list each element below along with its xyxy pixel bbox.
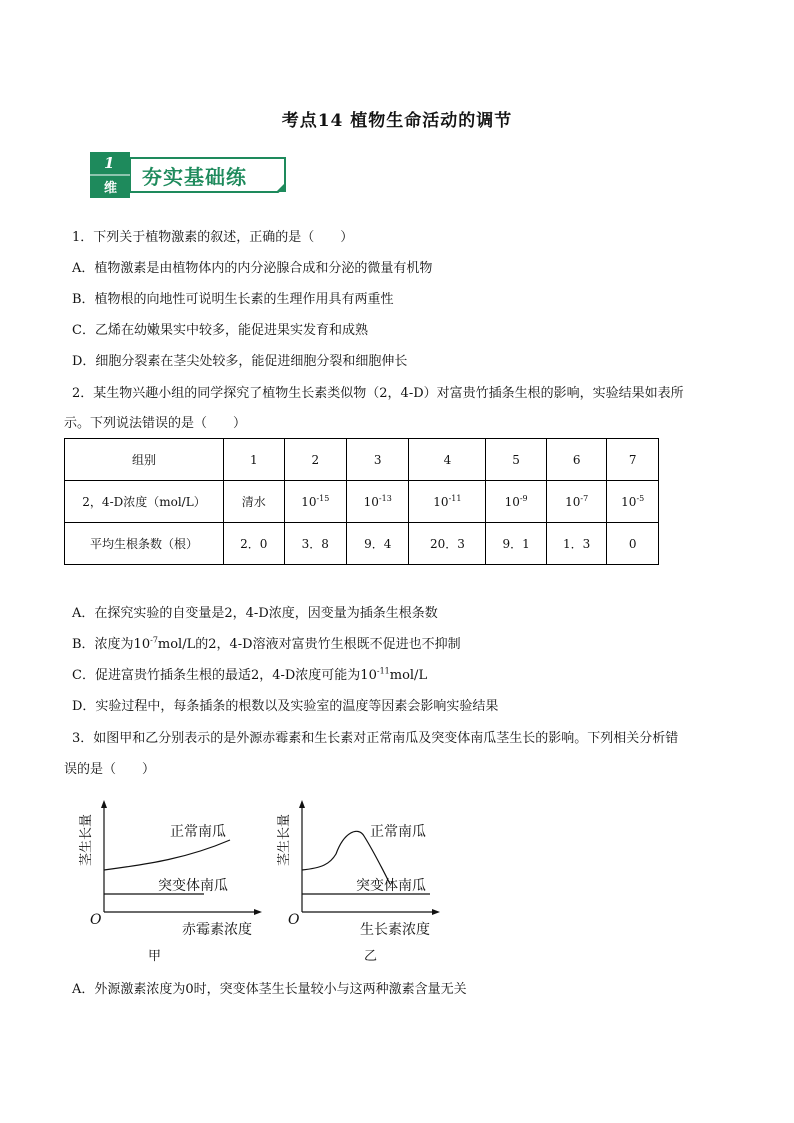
q2-stem-line1: 2．某生物兴趣小组的同学探究了植物生长素类似物（2，4-D）对富贵竹插条生根的影响，实验结果如表所 bbox=[72, 386, 684, 401]
curve-mutant-label: 突变体南瓜 bbox=[356, 878, 426, 894]
curve-mutant-label: 突变体南瓜 bbox=[158, 878, 228, 894]
x-label: 生长素浓度 bbox=[360, 922, 430, 938]
conc-cell: $10^{-11}$ bbox=[409, 481, 486, 523]
row-header-concentration: 2，4-D浓度（mol/L） bbox=[65, 481, 224, 523]
results-table bbox=[64, 438, 659, 565]
table-row bbox=[65, 481, 659, 523]
roots-cell: 20．3 bbox=[409, 523, 486, 565]
conc-cell: $10^{-9}$ bbox=[486, 481, 547, 523]
q3-stem-line1: 3．如图甲和乙分别表示的是外源赤霉素和生长素对正常南瓜及突变体南瓜茎生长的影响。下列相关分析错 bbox=[72, 731, 679, 746]
origin-label: O bbox=[90, 912, 102, 928]
banner-dim-label: 维 bbox=[104, 181, 118, 196]
q1-stem: 1．下列关于植物激素的叙述，正确的是（ ） bbox=[72, 230, 354, 245]
y-label: 茎生长量 bbox=[79, 813, 94, 867]
curve-normal bbox=[104, 840, 230, 870]
row-header-roots: 平均生根条数（根） bbox=[65, 523, 224, 565]
q3-stem-line2: 误的是（ ） bbox=[64, 762, 156, 777]
table-row bbox=[65, 523, 659, 565]
roots-cell: 9．4 bbox=[347, 523, 409, 565]
q2-option-c: C．促进富贵竹插条生根的最适2，4-D浓度可能为$10^{-11}mol/L$ bbox=[72, 666, 428, 683]
x-axis-arrow bbox=[432, 909, 440, 915]
row-header-group: 组别 bbox=[65, 439, 224, 481]
group-cell: 7 bbox=[607, 439, 659, 481]
group-cell: 4 bbox=[409, 439, 486, 481]
roots-cell: 1．3 bbox=[546, 523, 607, 565]
graph-auxin bbox=[270, 798, 470, 966]
x-axis-arrow bbox=[254, 909, 262, 915]
q1-option-c: C．乙烯在幼嫩果实中较多，能促进果实发育和成熟 bbox=[72, 323, 368, 338]
roots-cell: 0 bbox=[607, 523, 659, 565]
curve-normal-label: 正常南瓜 bbox=[170, 824, 226, 840]
conc-cell: $10^{-5}$ bbox=[607, 481, 659, 523]
page-title: 考点14 植物生命活动的调节 bbox=[281, 111, 513, 131]
table-row bbox=[65, 439, 659, 481]
origin-label: O bbox=[288, 912, 300, 928]
caption: 乙 bbox=[364, 949, 378, 964]
roots-cell: 3．8 bbox=[284, 523, 346, 565]
q2-option-d: D．实验过程中，每条插条的根数以及实验室的温度等因素会影响实验结果 bbox=[72, 699, 499, 714]
q1-option-d: D．细胞分裂素在茎尖处较多，能促进细胞分裂和细胞伸长 bbox=[72, 354, 408, 369]
q1-option-b: B．植物根的向地性可说明生长素的生理作用具有两重性 bbox=[72, 292, 394, 307]
conc-cell: $10^{-7}$ bbox=[546, 481, 607, 523]
q2-option-b: B．浓度为$10^{-7}mol/L$的2，4-D溶液对富贵竹生根既不促进也不抑制 bbox=[72, 635, 461, 652]
group-cell: 2 bbox=[284, 439, 346, 481]
group-cell: 6 bbox=[546, 439, 607, 481]
conc-cell: 清水 bbox=[224, 481, 285, 523]
roots-cell: 9．1 bbox=[486, 523, 547, 565]
curve-normal-label: 正常南瓜 bbox=[370, 824, 426, 840]
graph-gibberellin bbox=[70, 798, 270, 966]
group-cell: 3 bbox=[347, 439, 409, 481]
caption: 甲 bbox=[148, 949, 162, 964]
banner-number: 1 bbox=[104, 154, 115, 172]
conc-cell: $10^{-13}$ bbox=[347, 481, 409, 523]
group-cell: 1 bbox=[224, 439, 285, 481]
y-axis-arrow bbox=[299, 800, 305, 808]
q2-option-a: A．在探究实验的自变量是2，4-D浓度，因变量为插条生根条数 bbox=[72, 606, 438, 621]
banner-text: 夯实基础练 bbox=[142, 165, 247, 189]
section-banner bbox=[90, 152, 290, 198]
group-cell: 5 bbox=[486, 439, 547, 481]
roots-cell: 2．0 bbox=[224, 523, 285, 565]
x-label: 赤霉素浓度 bbox=[182, 922, 252, 938]
q3-option-a: A．外源激素浓度为0时，突变体茎生长量较小与这两种激素含量无关 bbox=[72, 982, 467, 997]
y-axis-arrow bbox=[101, 800, 107, 808]
y-label: 茎生长量 bbox=[277, 813, 292, 867]
q1-option-a: A．植物激素是由植物体内的内分泌腺合成和分泌的微量有机物 bbox=[72, 261, 433, 276]
conc-cell: $10^{-15}$ bbox=[284, 481, 346, 523]
q2-stem-line2: 示。下列说法错误的是（ ） bbox=[64, 416, 247, 431]
